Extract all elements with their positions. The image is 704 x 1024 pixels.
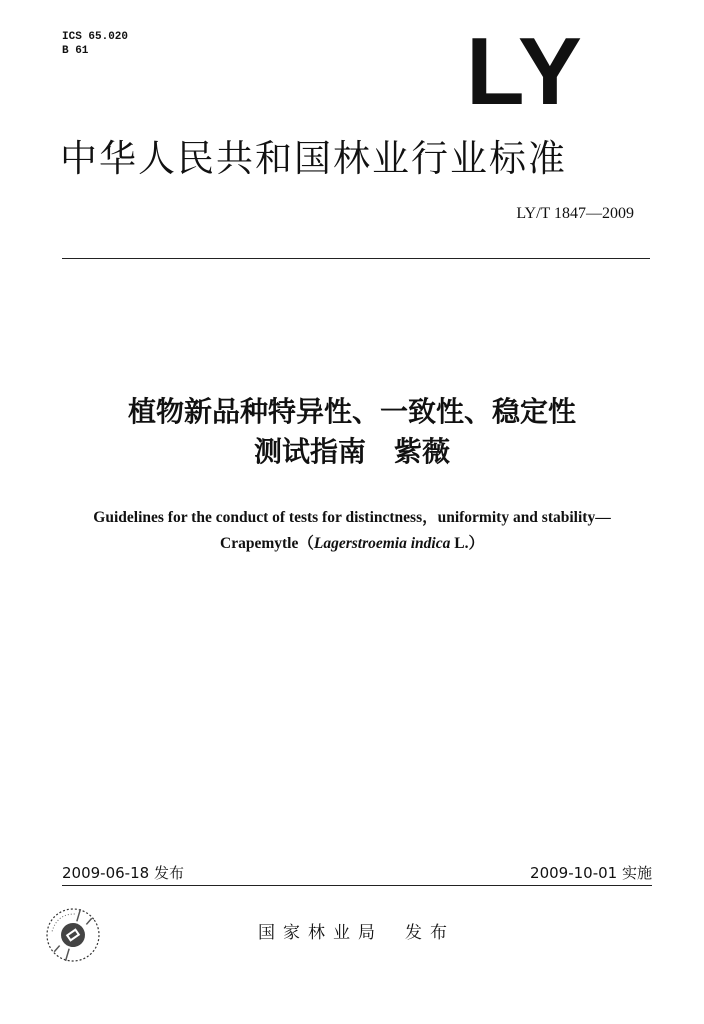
english-title: [0, 505, 704, 557]
issuer-line: [258, 918, 455, 943]
english-title-line1: Guidelines for the conduct of tests for distinctness，uniformity and stability—: [93, 509, 611, 526]
standard-number: LY/T 1847—2009: [516, 205, 634, 222]
english-title-scientific-name: Lagerstroemia indica: [313, 535, 451, 552]
classification-codes: [62, 30, 128, 58]
top-divider: [62, 258, 650, 259]
standard-logo: LY: [466, 18, 584, 125]
effective-date: 2009-10-01 实施: [530, 864, 652, 882]
chinese-title: [0, 392, 704, 472]
issuer-action: 发布: [405, 923, 455, 943]
seal-stamp-icon: [38, 900, 108, 970]
bottom-divider: [62, 885, 652, 886]
chinese-title-line2: 测试指南 紫薇: [253, 435, 450, 468]
chinese-title-line1: 植物新品种特异性、一致性、稳定性: [127, 395, 576, 428]
issue-date: 2009-06-18 发布: [62, 864, 184, 882]
english-title-line2: [0, 531, 704, 557]
issuer-name: 国家林业局: [258, 923, 383, 943]
date-row: [62, 862, 652, 884]
ics-code: ICS 65.020: [62, 31, 129, 43]
industry-standard-title: 中华人民共和国林业行业标准: [60, 137, 567, 180]
ccs-code: B 61: [62, 45, 89, 57]
english-title-common-name: Crapemytle（: [220, 535, 314, 552]
english-title-suffix: L.）: [450, 535, 484, 552]
